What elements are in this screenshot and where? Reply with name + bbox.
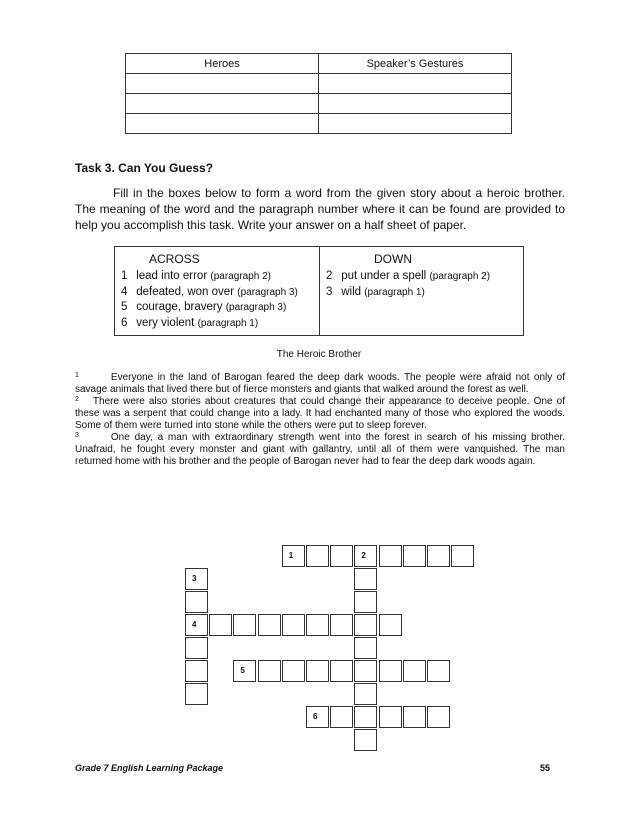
- clue-paragraph: (paragraph 3): [237, 286, 298, 298]
- crossword-clue-number: 6: [313, 712, 318, 721]
- crossword-cell[interactable]: [282, 545, 305, 567]
- table-row: [126, 74, 512, 94]
- crossword-cell[interactable]: [330, 660, 353, 682]
- crossword-cell[interactable]: [185, 614, 208, 636]
- clue-number: 2: [326, 270, 333, 282]
- across-title: ACROSS: [149, 252, 200, 266]
- crossword-cell[interactable]: [427, 545, 450, 567]
- table-cell: [319, 94, 512, 114]
- crossword-clue-number: 1: [288, 551, 294, 560]
- crossword-cell[interactable]: [330, 706, 353, 728]
- clue-number: 4: [121, 285, 128, 298]
- crossword-cell[interactable]: [354, 614, 377, 636]
- table-cell: [126, 74, 319, 94]
- clue-number: 1: [121, 270, 128, 282]
- crossword-cell[interactable]: [209, 614, 232, 636]
- crossword-cell[interactable]: [379, 545, 402, 567]
- heroes-table: [125, 53, 512, 134]
- paragraph-text: One day, a man with extraordinary strength went into the forest in search of his missing brother. Unafraid, he fought every monster and giant with gallantry, until all of them were vanquished. The man returned home with his brother and the people of Barogan never had to fear the deep dark woods again.: [75, 432, 565, 467]
- clue-box: [114, 246, 524, 336]
- crossword-cell[interactable]: [379, 706, 402, 728]
- task-instructions-text: Fill in the boxes below to form a word from the given story about a heroic brother. The meaning of the word and the paragraph number where it can be found are provided to help you accomplish this task. Write your answer on a half sheet of paper.: [75, 186, 565, 232]
- crossword-cell[interactable]: [354, 591, 377, 613]
- task-instructions: [75, 185, 565, 233]
- crossword-cell[interactable]: [354, 660, 377, 682]
- list-item: [121, 316, 298, 332]
- story-title: The Heroic Brother: [276, 349, 362, 360]
- story-paragraph-1: [75, 372, 565, 396]
- crossword-clue-number: 5: [240, 666, 245, 675]
- list-item: [326, 269, 490, 285]
- crossword-cell[interactable]: [354, 545, 377, 567]
- crossword-cell[interactable]: [282, 614, 305, 636]
- clue-text: lead into error: [136, 270, 208, 282]
- crossword-clue-number: 2: [361, 551, 366, 560]
- clue-text: very violent: [136, 316, 195, 329]
- crossword-cell[interactable]: [282, 660, 305, 682]
- crossword-cell[interactable]: [354, 729, 377, 751]
- down-list: [326, 269, 490, 300]
- clue-paragraph: (paragraph 2): [429, 271, 491, 282]
- task-title: Task 3. Can You Guess?: [75, 161, 214, 175]
- crossword-cell[interactable]: [403, 706, 426, 728]
- clue-paragraph: (paragraph 3): [225, 302, 287, 313]
- crossword-cell[interactable]: [185, 683, 208, 705]
- list-item: [121, 285, 298, 301]
- clue-text: defeated, won over: [136, 285, 235, 298]
- crossword-cell[interactable]: [427, 660, 450, 682]
- paragraph-number: 3: [75, 432, 79, 439]
- clue-text: wild: [341, 285, 362, 298]
- crossword-cell[interactable]: [306, 706, 329, 728]
- crossword-cell[interactable]: [306, 545, 329, 567]
- table-cell: [319, 114, 512, 134]
- crossword-cell[interactable]: [354, 568, 377, 590]
- across-column: [115, 247, 320, 335]
- crossword-cell[interactable]: [258, 614, 281, 636]
- clue-number: 6: [121, 316, 128, 329]
- list-item: [326, 285, 490, 301]
- crossword-cell[interactable]: [427, 706, 450, 728]
- crossword-cell[interactable]: [233, 660, 256, 682]
- table-row: [126, 114, 512, 134]
- list-item: [121, 269, 298, 285]
- crossword-cell[interactable]: [185, 568, 208, 590]
- crossword-cell[interactable]: [403, 545, 426, 567]
- paragraph-text: There were also stories about creatures that could change their appearance to deceive people. One of these was a serpent that could change into a lady. It had enchanted many of those who explored the woods. Some of them were turned into stone while the others were put to sleep forever.: [75, 396, 565, 431]
- crossword-cell[interactable]: [330, 614, 353, 636]
- list-item: [121, 300, 298, 316]
- clue-paragraph: (paragraph 1): [197, 317, 259, 329]
- crossword-cell[interactable]: [306, 660, 329, 682]
- crossword-clue-number: 3: [192, 574, 197, 583]
- clue-text: courage, bravery: [136, 301, 223, 313]
- down-title: DOWN: [374, 252, 412, 266]
- footer-title: Grade 7 English Learning Package: [75, 763, 224, 773]
- crossword-cell[interactable]: [379, 660, 402, 682]
- crossword-cell[interactable]: [354, 706, 377, 728]
- crossword-clue-number: 4: [192, 620, 197, 629]
- story-paragraph-3: [75, 432, 565, 468]
- story-paragraph-2: [75, 396, 565, 432]
- across-list: [121, 269, 298, 331]
- crossword-cell[interactable]: [354, 683, 377, 705]
- table-row: [126, 94, 512, 114]
- crossword-cell[interactable]: [451, 545, 474, 567]
- crossword-cell[interactable]: [185, 591, 208, 613]
- table-cell: [126, 94, 319, 114]
- paragraph-number: 2: [75, 396, 79, 403]
- crossword-cell[interactable]: [258, 660, 281, 682]
- table-cell: [319, 74, 512, 94]
- table-cell: [126, 114, 319, 134]
- table-header-row: [126, 54, 512, 74]
- clue-paragraph: (paragraph 2): [210, 271, 271, 282]
- crossword-cell[interactable]: [330, 545, 353, 567]
- clue-number: 5: [121, 301, 128, 313]
- gestures-header: Speaker’s Gestures: [319, 54, 512, 74]
- down-column: [320, 247, 523, 335]
- paragraph-text: Everyone in the land of Barogan feared the deep dark woods. The people were afraid not only of savage animals that lived there but of fierce monsters and giants that walked around the forest as well.: [75, 372, 565, 395]
- clue-text: put under a spell: [341, 270, 427, 282]
- page-number: 55: [540, 763, 551, 773]
- clue-number: 3: [326, 285, 333, 298]
- heroes-header: Heroes: [126, 54, 319, 74]
- paragraph-number: 1: [75, 372, 79, 379]
- crossword-cell[interactable]: [185, 637, 208, 659]
- crossword-cell[interactable]: [354, 637, 377, 659]
- crossword-cell[interactable]: [403, 660, 426, 682]
- crossword-cell[interactable]: [379, 614, 402, 636]
- clue-paragraph: (paragraph 1): [364, 286, 425, 298]
- crossword-cell[interactable]: [306, 614, 329, 636]
- crossword-cell[interactable]: [233, 614, 256, 636]
- crossword-cell[interactable]: [185, 660, 208, 682]
